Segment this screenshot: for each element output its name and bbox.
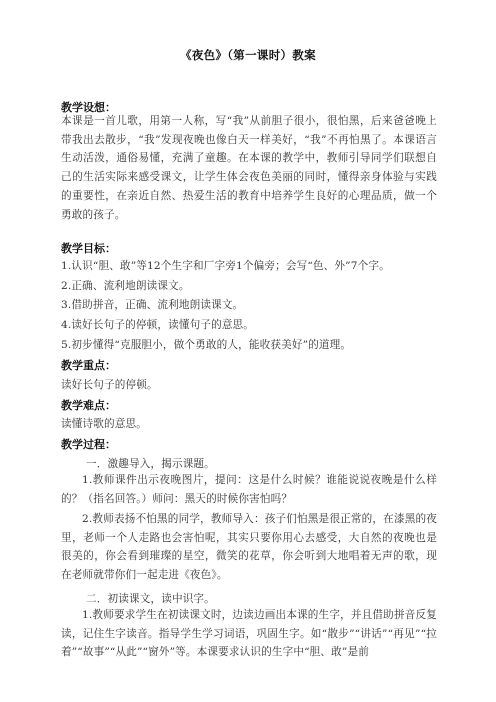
goal-item: 5.初步懂得“克服胆小，做个勇敢的人，能收获美好”的道理。	[61, 339, 352, 351]
design-paragraph: 本课是一首儿歌，用第一人称，写“我”从前胆子很小，很怕黑，后来爸爸晚上带我出去散步，“我”发现夜晚也像白天一样美好，“我”不再怕黑了。本课语言生动活泼，通俗易懂，充满了童趣。在本课的教学中，教师引导同学们联想自己的生活实际来感受课文，让学生体会夜色美丽的同时，懂得亲身体验与实践的重要性，在亲近自然、热爱生活的教育中培养学生良好的心理品质，做一个勇敢的孩子。	[61, 115, 437, 221]
goal-item: 1.认识“胆、敢”等12个生字和厂字旁1个偏旁；会写“色、外”7个字。	[61, 260, 390, 272]
process-heading: 教学过程：	[61, 438, 116, 451]
key-text: 读好长句子的停顿。	[61, 379, 158, 391]
step1-title: 一．激趣导入，揭示课题。	[86, 458, 215, 470]
step2-paragraph-1: 1.教师要求学生在初读课文时，边读边画出本课的生字，并且借助拼音反复读，记住生字读音。指导学生学习词语，巩固生字。如“散步”“讲话”“再见”“拉着”“故事”“从此”“窗外”等。本课要求认识的生字中“胆、敢”是前	[61, 609, 437, 659]
goal-item: 2.正确、流利地朗读课文。	[61, 280, 190, 292]
document-title: 《夜色》（第一课时）教案	[180, 48, 316, 62]
goal-item: 3.借助拼音，正确、流利地朗读课文。	[61, 299, 244, 311]
key-heading: 教学重点：	[61, 359, 116, 372]
step1-paragraph-1: 1.教师课件出示夜晚图片，提问：这是什么时候？谁能说说夜晚是什么样的？（指名回答。）师问：黑天的时候你害怕吗？	[61, 474, 437, 505]
difficulty-text: 读懂诗歌的意思。	[61, 418, 147, 430]
step2-title: 二．初读课文，读中识字。	[86, 593, 215, 605]
design-heading: 教学设想：	[61, 101, 116, 114]
goals-heading: 教学目标：	[61, 242, 116, 255]
difficulty-heading: 教学难点：	[61, 399, 116, 412]
step1-paragraph-2: 2.教师表扬不怕黑的同学，教师导入：孩子们怕黑是很正常的，在漆黑的夜里，老师一个人走路也会害怕呢，其实只要你用心去感受，大自然的夜晚也是很美的，你会看到璀璨的星空，微笑的花草，你会听到大地唱着无声的歌，现在老师就带你们一起走进《夜色》。	[61, 513, 437, 582]
goal-item: 4.读好长句子的停顿，读懂句子的意思。	[61, 319, 255, 331]
